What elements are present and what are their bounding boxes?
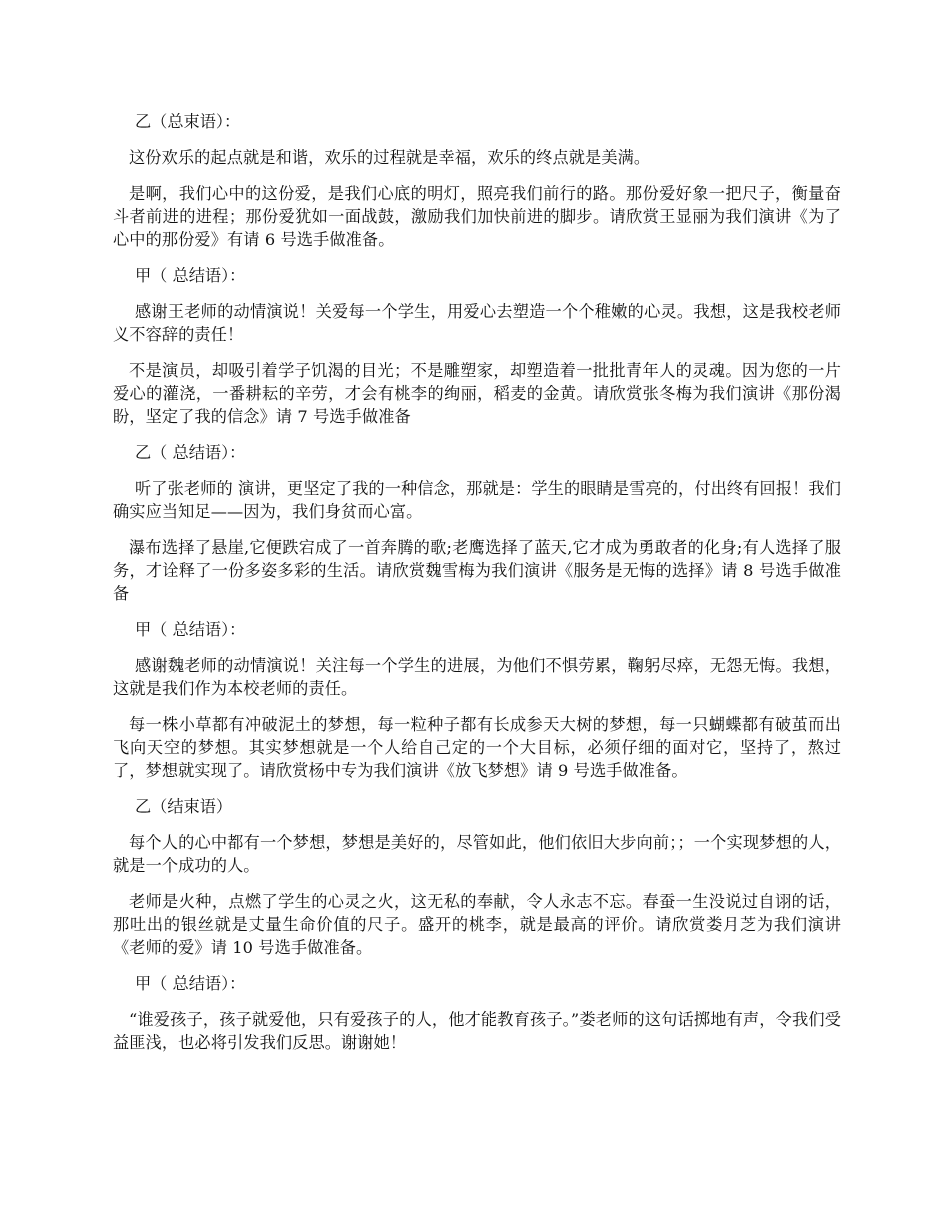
- body-paragraph: 听了张老师的 演讲，更坚定了我的一种信念，那就是：学生的眼睛是雪亮的，付出终有回报！我们确实应当知足——因为，我们身贫而心富。: [113, 479, 841, 521]
- body-paragraph: 老师是火种，点燃了学生的心灵之火，这无私的奉献，令人永志不忘。春蚕一生没说过自诩的话，那吐出的银丝就是丈量生命价值的尺子。盛开的桃李，就是最高的评价。请欣赏娄月芝为我们演讲《老师的爱》请 10 号选手做准备。: [113, 892, 841, 957]
- body-paragraph: 感谢王老师的动情演说！关爱每一个学生，用爱心去塑造一个个稚嫩的心灵。我想，这是我校老师义不容辞的责任！: [113, 302, 841, 344]
- speaker-heading: 甲（ 总结语）：: [135, 620, 246, 639]
- body-paragraph: 每个人的心中都有一个梦想，梦想是美好的，尽管如此，他们依旧大步向前；；一个实现梦想的人，就是一个成功的人。: [113, 833, 841, 875]
- speaker-heading: 乙（ 总结语）：: [135, 443, 246, 462]
- speaker-heading: 乙（结束语）: [135, 797, 233, 816]
- body-paragraph: 不是演员，却吸引着学子饥渴的目光；不是雕塑家，却塑造着一批批青年人的灵魂。因为您的一片爱心的灌浇，一番耕耘的辛劳，才会有桃李的绚丽，稻麦的金黄。请欣赏张冬梅为我们演讲《那份渴盼，坚定了我的信念》请 7 号选手做准备: [113, 361, 841, 426]
- speaker-heading: 甲（ 总结语）：: [135, 266, 246, 285]
- speaker-heading: 乙（总束语）：: [135, 112, 241, 131]
- body-paragraph: “谁爱孩子，孩子就爱他，只有爱孩子的人，他才能教育孩子。”娄老师的这句话掷地有声，令我们受益匪浅，也必将引发我们反思。谢谢她！: [113, 1010, 841, 1052]
- body-paragraph: 是啊，我们心中的这份爱，是我们心底的明灯，照亮我们前行的路。那份爱好象一把尺子，衡量奋斗者前进的进程；那份爱犹如一面战鼓，激励我们加快前进的脚步。请欣赏王显丽为我们演讲《为了心中的那份爱》有请 6 号选手做准备。: [113, 184, 841, 249]
- body-paragraph: 瀑布选择了悬崖,它便跌宕成了一首奔腾的歌;老鹰选择了蓝天,它才成为勇敢者的化身;有人选择了服务，才诠释了一份多姿多彩的生活。请欣赏魏雪梅为我们演讲《服务是无悔的选择》请 8 号选手做准备: [113, 538, 841, 603]
- body-paragraph: 感谢魏老师的动情演说！关注每一个学生的进展，为他们不惧劳累，鞠躬尽瘁，无怨无悔。我想，这就是我们作为本校老师的责任。: [113, 656, 841, 698]
- speaker-heading: 甲（ 总结语）：: [135, 974, 246, 993]
- body-paragraph: 这份欢乐的起点就是和谐，欢乐的过程就是幸福，欢乐的终点就是美满。: [129, 148, 651, 167]
- body-paragraph: 每一株小草都有冲破泥土的梦想，每一粒种子都有长成参天大树的梦想，每一只蝴蝶都有破茧而出飞向天空的梦想。其实梦想就是一个人给自己定的一个大目标，必须仔细的面对它，坚持了，熬过了，梦想就实现了。请欣赏杨中专为我们演讲《放飞梦想》请 9 号选手做准备。: [113, 715, 841, 780]
- document-page: [113, 110, 841, 1067]
